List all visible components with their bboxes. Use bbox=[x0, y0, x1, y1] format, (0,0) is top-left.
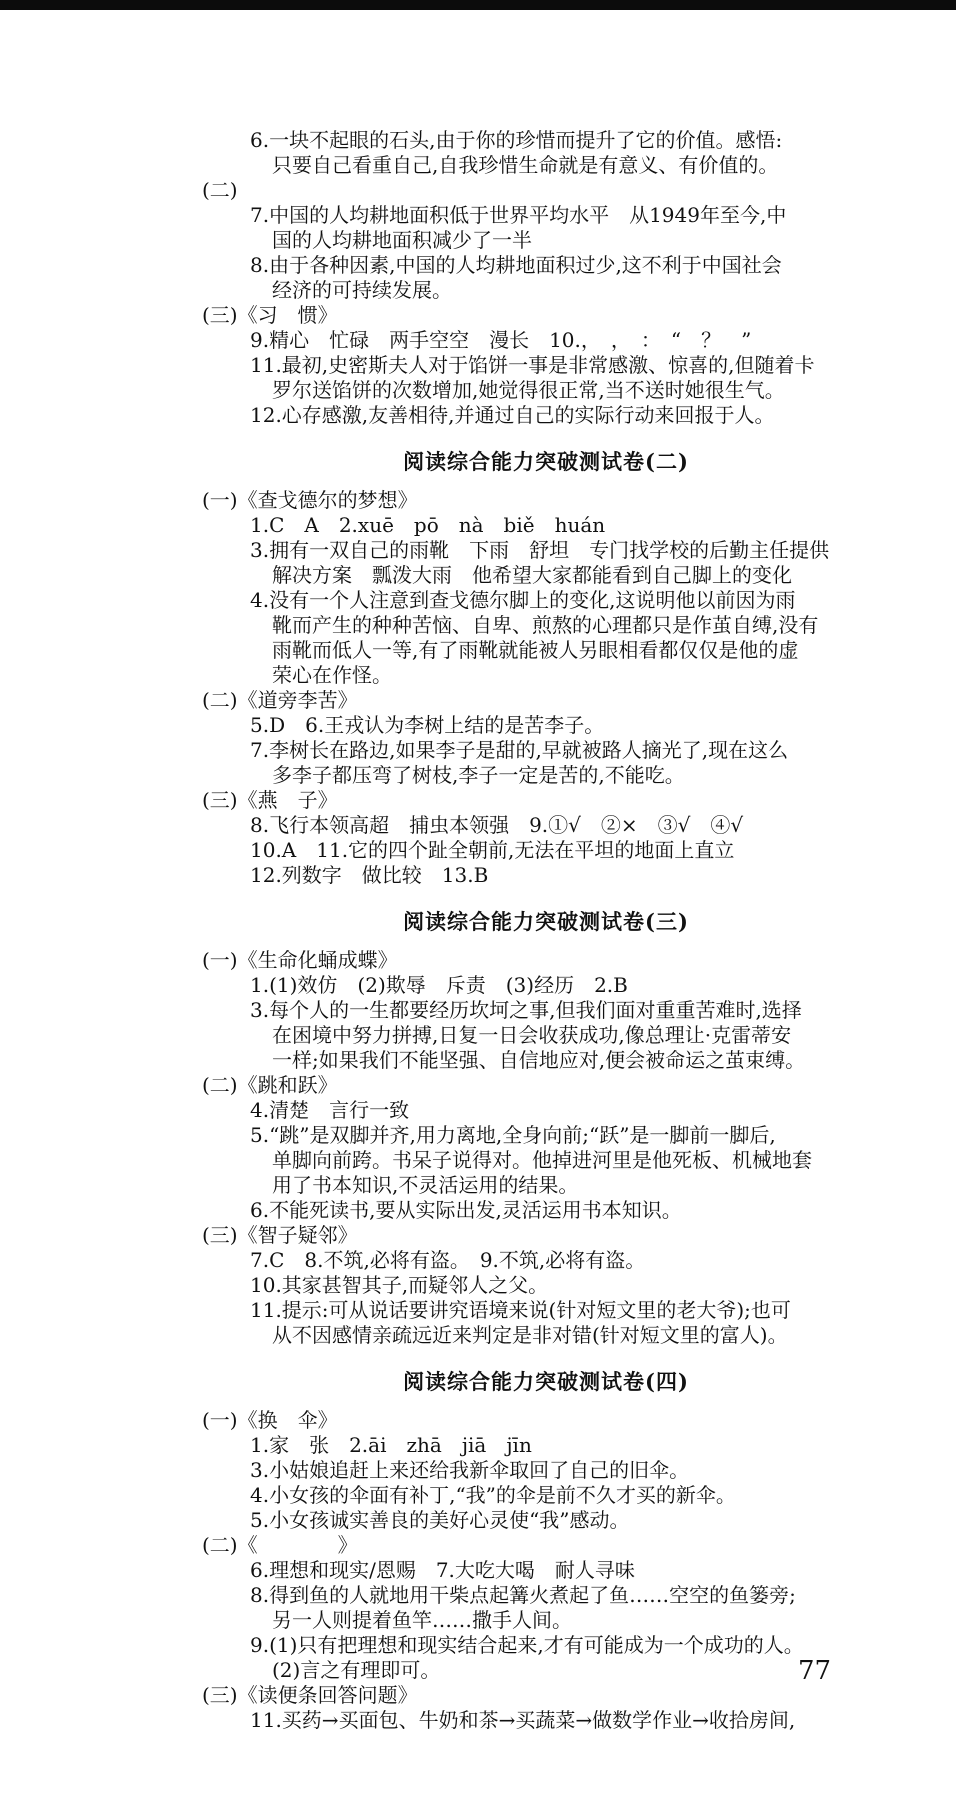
answer-line: 多李子都压弯了树枝,李子一定是苦的,不能吃。 bbox=[272, 763, 685, 787]
answer-line: 在困境中努力拼搏,日复一日会收获成功,像总理让·克雷蒂安 bbox=[272, 1023, 792, 1047]
answer-line: 3.每个人的一生都要经历坎坷之事,但我们面对重重苦难时,选择 bbox=[250, 998, 802, 1022]
answer-line: 7.李树长在路边,如果李子是甜的,早就被路人摘光了,现在这么 bbox=[250, 738, 789, 762]
test3-section bbox=[202, 948, 916, 1348]
section-heading: (三)《读便条回答问题》 bbox=[202, 1683, 418, 1707]
answer-line: 4.没有一个人注意到查戈德尔脚上的变化,这说明他以前因为雨 bbox=[250, 588, 796, 612]
answer-line: 12.列数字 做比较 13.B bbox=[250, 863, 489, 887]
answer-line: 5.D 6.王戎认为李树上结的是苦李子。 bbox=[250, 713, 605, 737]
answer-line: 11.买药→买面包、牛奶和茶→买蔬菜→做数学作业→收拾房间, bbox=[250, 1708, 796, 1732]
section-heading: (二)《 》 bbox=[202, 1533, 358, 1557]
answer-line: 3.小姑娘追赶上来还给我新伞取回了自己的旧伞。 bbox=[250, 1458, 690, 1482]
answer-line: 用了书本知识,不灵活运用的结果。 bbox=[272, 1173, 579, 1197]
answer-line: 12.心存感激,友善相待,并通过自己的实际行动来回报于人。 bbox=[250, 403, 775, 427]
answer-line: 靴而产生的种种苦恼、自卑、煎熬的心理都只是作茧自缚,没有 bbox=[272, 613, 819, 637]
answer-line: 从不因感情亲疏远近来判定是非对错(针对短文里的富人)。 bbox=[272, 1323, 788, 1347]
section-heading: (一)《生命化蛹成蝶》 bbox=[202, 948, 398, 972]
answer-line: 解决方案 瓢泼大雨 他希望大家都能看到自己脚上的变化 bbox=[272, 563, 792, 587]
answer-line: 6.理想和现实/恩赐 7.大吃大喝 耐人寻味 bbox=[250, 1558, 635, 1582]
answer-line: 10.其家甚智其子,而疑邻人之父。 bbox=[250, 1273, 549, 1297]
test3-title: 阅读综合能力突破测试卷(三) bbox=[403, 909, 689, 934]
test4-title: 阅读综合能力突破测试卷(四) bbox=[403, 1369, 689, 1394]
answer-line: 11.提示:可从说话要讲究语境来说(针对短文里的老大爷);也可 bbox=[250, 1298, 791, 1322]
section-heading: (二)《跳和跃》 bbox=[202, 1073, 338, 1097]
answer-line: 1.C A 2.xuē pō nà biě huán bbox=[250, 513, 606, 537]
answer-line: 4.小女孩的伞面有补丁,“我”的伞是前不久才买的新伞。 bbox=[250, 1483, 736, 1507]
test1-tail-section bbox=[202, 128, 916, 428]
section-heading: (三)《习 惯》 bbox=[202, 303, 338, 327]
answer-line: (2)言之有理即可。 bbox=[272, 1658, 441, 1682]
answer-line: 8.飞行本领高超 捕虫本领强 9.①√ ②× ③√ ④√ bbox=[250, 813, 744, 837]
section-heading: (三)《燕 子》 bbox=[202, 788, 338, 812]
answer-line: 6.一块不起眼的石头,由于你的珍惜而提升了它的价值。感悟: bbox=[250, 128, 783, 152]
answer-line: 9.(1)只有把理想和现实结合起来,才有可能成为一个成功的人。 bbox=[250, 1633, 804, 1657]
answer-line: 7.C 8.不筑,必将有盗。 9.不筑,必将有盗。 bbox=[250, 1248, 646, 1272]
section-heading: (一)《换 伞》 bbox=[202, 1408, 338, 1432]
answer-line: 荣心在作怪。 bbox=[272, 663, 392, 687]
answer-line: 5.“跳”是双脚并齐,用力离地,全身向前;“跃”是一脚前一脚后, bbox=[250, 1123, 776, 1147]
answer-line: 一样;如果我们不能坚强、自信地应对,便会被命运之茧束缚。 bbox=[272, 1048, 806, 1072]
answer-line: 只要自己看重自己,自我珍惜生命就是有意义、有价值的。 bbox=[272, 153, 779, 177]
top-border bbox=[0, 0, 956, 10]
answer-line: 1.(1)效仿 (2)欺辱 斥责 (3)经历 2.B bbox=[250, 973, 628, 997]
section-heading: (三)《智子疑邻》 bbox=[202, 1223, 358, 1247]
answer-line: 8.得到鱼的人就地用干柴点起篝火煮起了鱼……空空的鱼篓旁; bbox=[250, 1583, 796, 1607]
answer-line: 经济的可持续发展。 bbox=[272, 278, 452, 302]
answer-line: 6.不能死读书,要从实际出发,灵活运用书本知识。 bbox=[250, 1198, 682, 1222]
answer-line: 国的人均耕地面积减少了一半 bbox=[272, 228, 532, 252]
answer-line: 1.家 张 2.āi zhā jiā jīn bbox=[250, 1433, 532, 1457]
answer-line: 雨靴而低人一等,有了雨靴就能被人另眼相看都仅仅是他的虚 bbox=[272, 638, 799, 662]
answer-line: 罗尔送馅饼的次数增加,她觉得很正常,当不送时她很生气。 bbox=[272, 378, 785, 402]
section-heading: (二) bbox=[202, 178, 238, 202]
section-heading: (二)《道旁李苦》 bbox=[202, 688, 358, 712]
answer-line: 3.拥有一双自己的雨靴 下雨 舒坦 专门找学校的后勤主任提供 bbox=[250, 538, 830, 562]
answer-line: 5.小女孩诚实善良的美好心灵使“我”感动。 bbox=[250, 1508, 630, 1532]
page-number: 77 bbox=[798, 1656, 832, 1686]
answer-line: 8.由于各种因素,中国的人均耕地面积过少,这不利于中国社会 bbox=[250, 253, 782, 277]
answer-line: 另一人则提着鱼竿……撒手人间。 bbox=[272, 1608, 572, 1632]
answer-line: 单脚向前跨。书呆子说得对。他掉进河里是他死板、机械地套 bbox=[272, 1148, 812, 1172]
answer-line: 10.A 11.它的四个趾全朝前,无法在平坦的地面上直立 bbox=[250, 838, 735, 862]
section-heading: (一)《查戈德尔的梦想》 bbox=[202, 488, 418, 512]
answer-line: 9.精心 忙碌 两手空空 漫长 10.， ， ： “ ？ ” bbox=[250, 328, 752, 352]
test2-section bbox=[202, 488, 916, 888]
answer-line: 4.清楚 言行一致 bbox=[250, 1098, 410, 1122]
answer-page bbox=[202, 128, 916, 1733]
test2-title: 阅读综合能力突破测试卷(二) bbox=[403, 449, 689, 474]
answer-line: 11.最初,史密斯夫人对于馅饼一事是非常感激、惊喜的,但随着卡 bbox=[250, 353, 815, 377]
answer-line: 7.中国的人均耕地面积低于世界平均水平 从1949年至今,中 bbox=[250, 203, 787, 227]
